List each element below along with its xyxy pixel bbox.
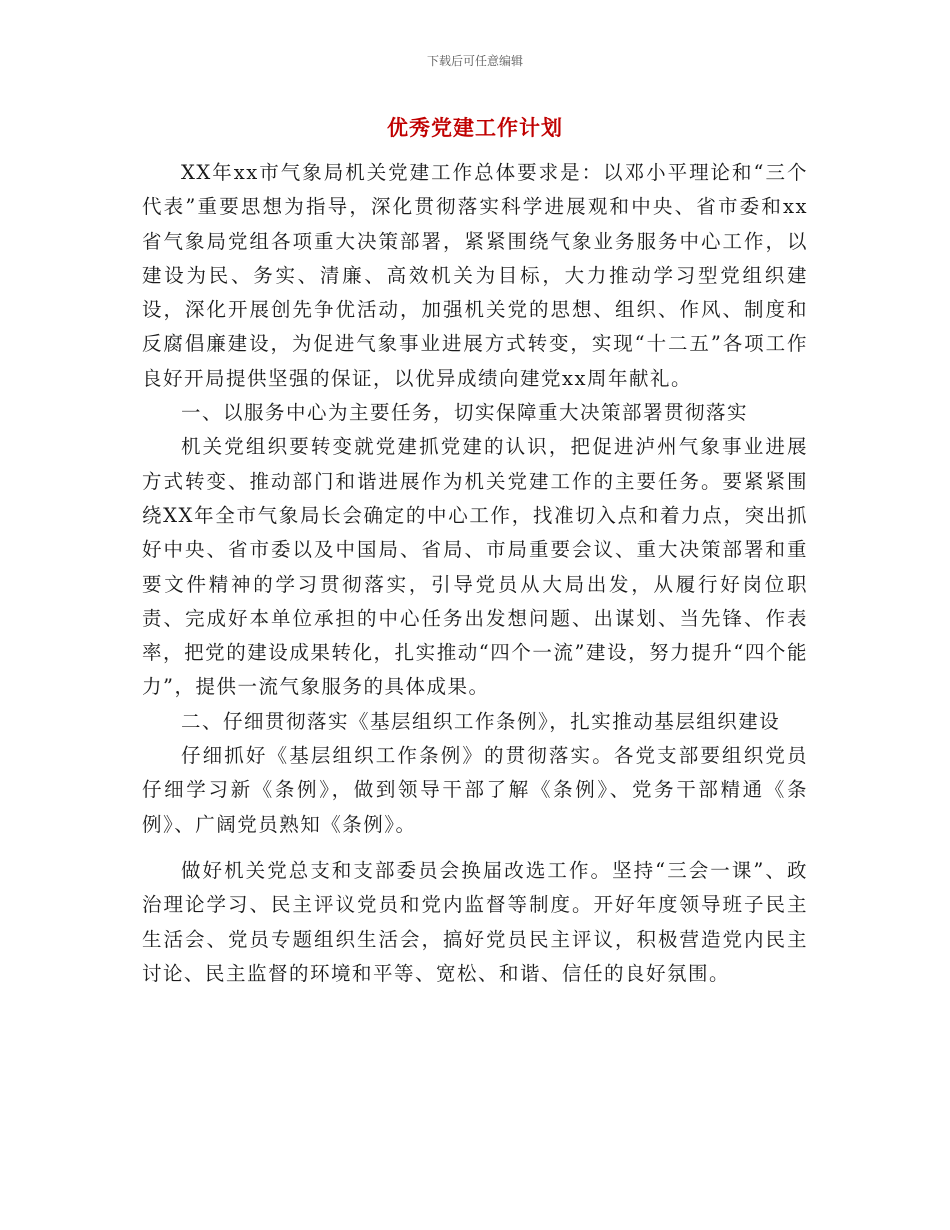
- paragraph-section-1: 机关党组织要转变就党建抓党建的认识，把促进泸州气象事业进展方式转变、推动部门和谐进展作为机关党建工作的主要任务。要紧紧围绕XX年全市气象局长会确定的中心工作，找准切入点和着力点，突出抓好中央、省市委以及中国局、省局、市局重要会议、重大决策部署和重要文件精神的学习贯彻落实，引导党员从大局出发，从履行好岗位职责、完成好本单位承担的中心任务出发想问题、出谋划、当先锋、作表率，把党的建设成果转化，扎实推动“四个一流”建设，努力提升“四个能力”，提供一流气象服务的具体成果。: [142, 435, 808, 699]
- header-note: 下载后可任意编辑: [426, 54, 523, 68]
- section-heading-2: 二、仔细贯彻落实《基层组织工作条例》，扎实推动基层组织建设: [181, 709, 781, 733]
- section-heading-1: 一、以服务中心为主要任务，切实保障重大决策部署贯彻落实: [181, 401, 749, 425]
- document-title: 优秀党建工作计划: [387, 116, 563, 140]
- paragraph-section-2b: 做好机关党总支和支部委员会换届改选工作。坚持“三会一课”、政治理论学习、民主评议党员和党内监督等制度。开好年度领导班子民主生活会、党员专题组织生活会，搞好党员民主评议，积极营造党内民主讨论、民主监督的环境和平等、宽松、和谐、信任的良好氛围。: [142, 858, 808, 985]
- paragraph-section-2a: 仔细抓好《基层组织工作条例》的贯彻落实。各党支部要组织党员仔细学习新《条例》，做到领导干部了解《条例》、党务干部精通《条例》、广阔党员熟知《条例》。: [142, 744, 808, 836]
- document-body: [142, 156, 808, 991]
- paragraph-intro: XX年xx市气象局机关党建工作总体要求是：以邓小平理论和“三个代表”重要思想为指导，深化贯彻落实科学进展观和中央、省市委和xx省气象局党组各项重大决策部署，紧紧围绕气象业务服务中心工作，以建设为民、务实、清廉、高效机关为目标，大力推动学习型党组织建设，深化开展创先争优活动，加强机关党的思想、组织、作风、制度和反腐倡廉建设，为促进气象事业进展方式转变，实现“十二五”各项工作良好开局提供坚强的保证，以优异成绩向建党xx周年献礼。: [142, 161, 808, 390]
